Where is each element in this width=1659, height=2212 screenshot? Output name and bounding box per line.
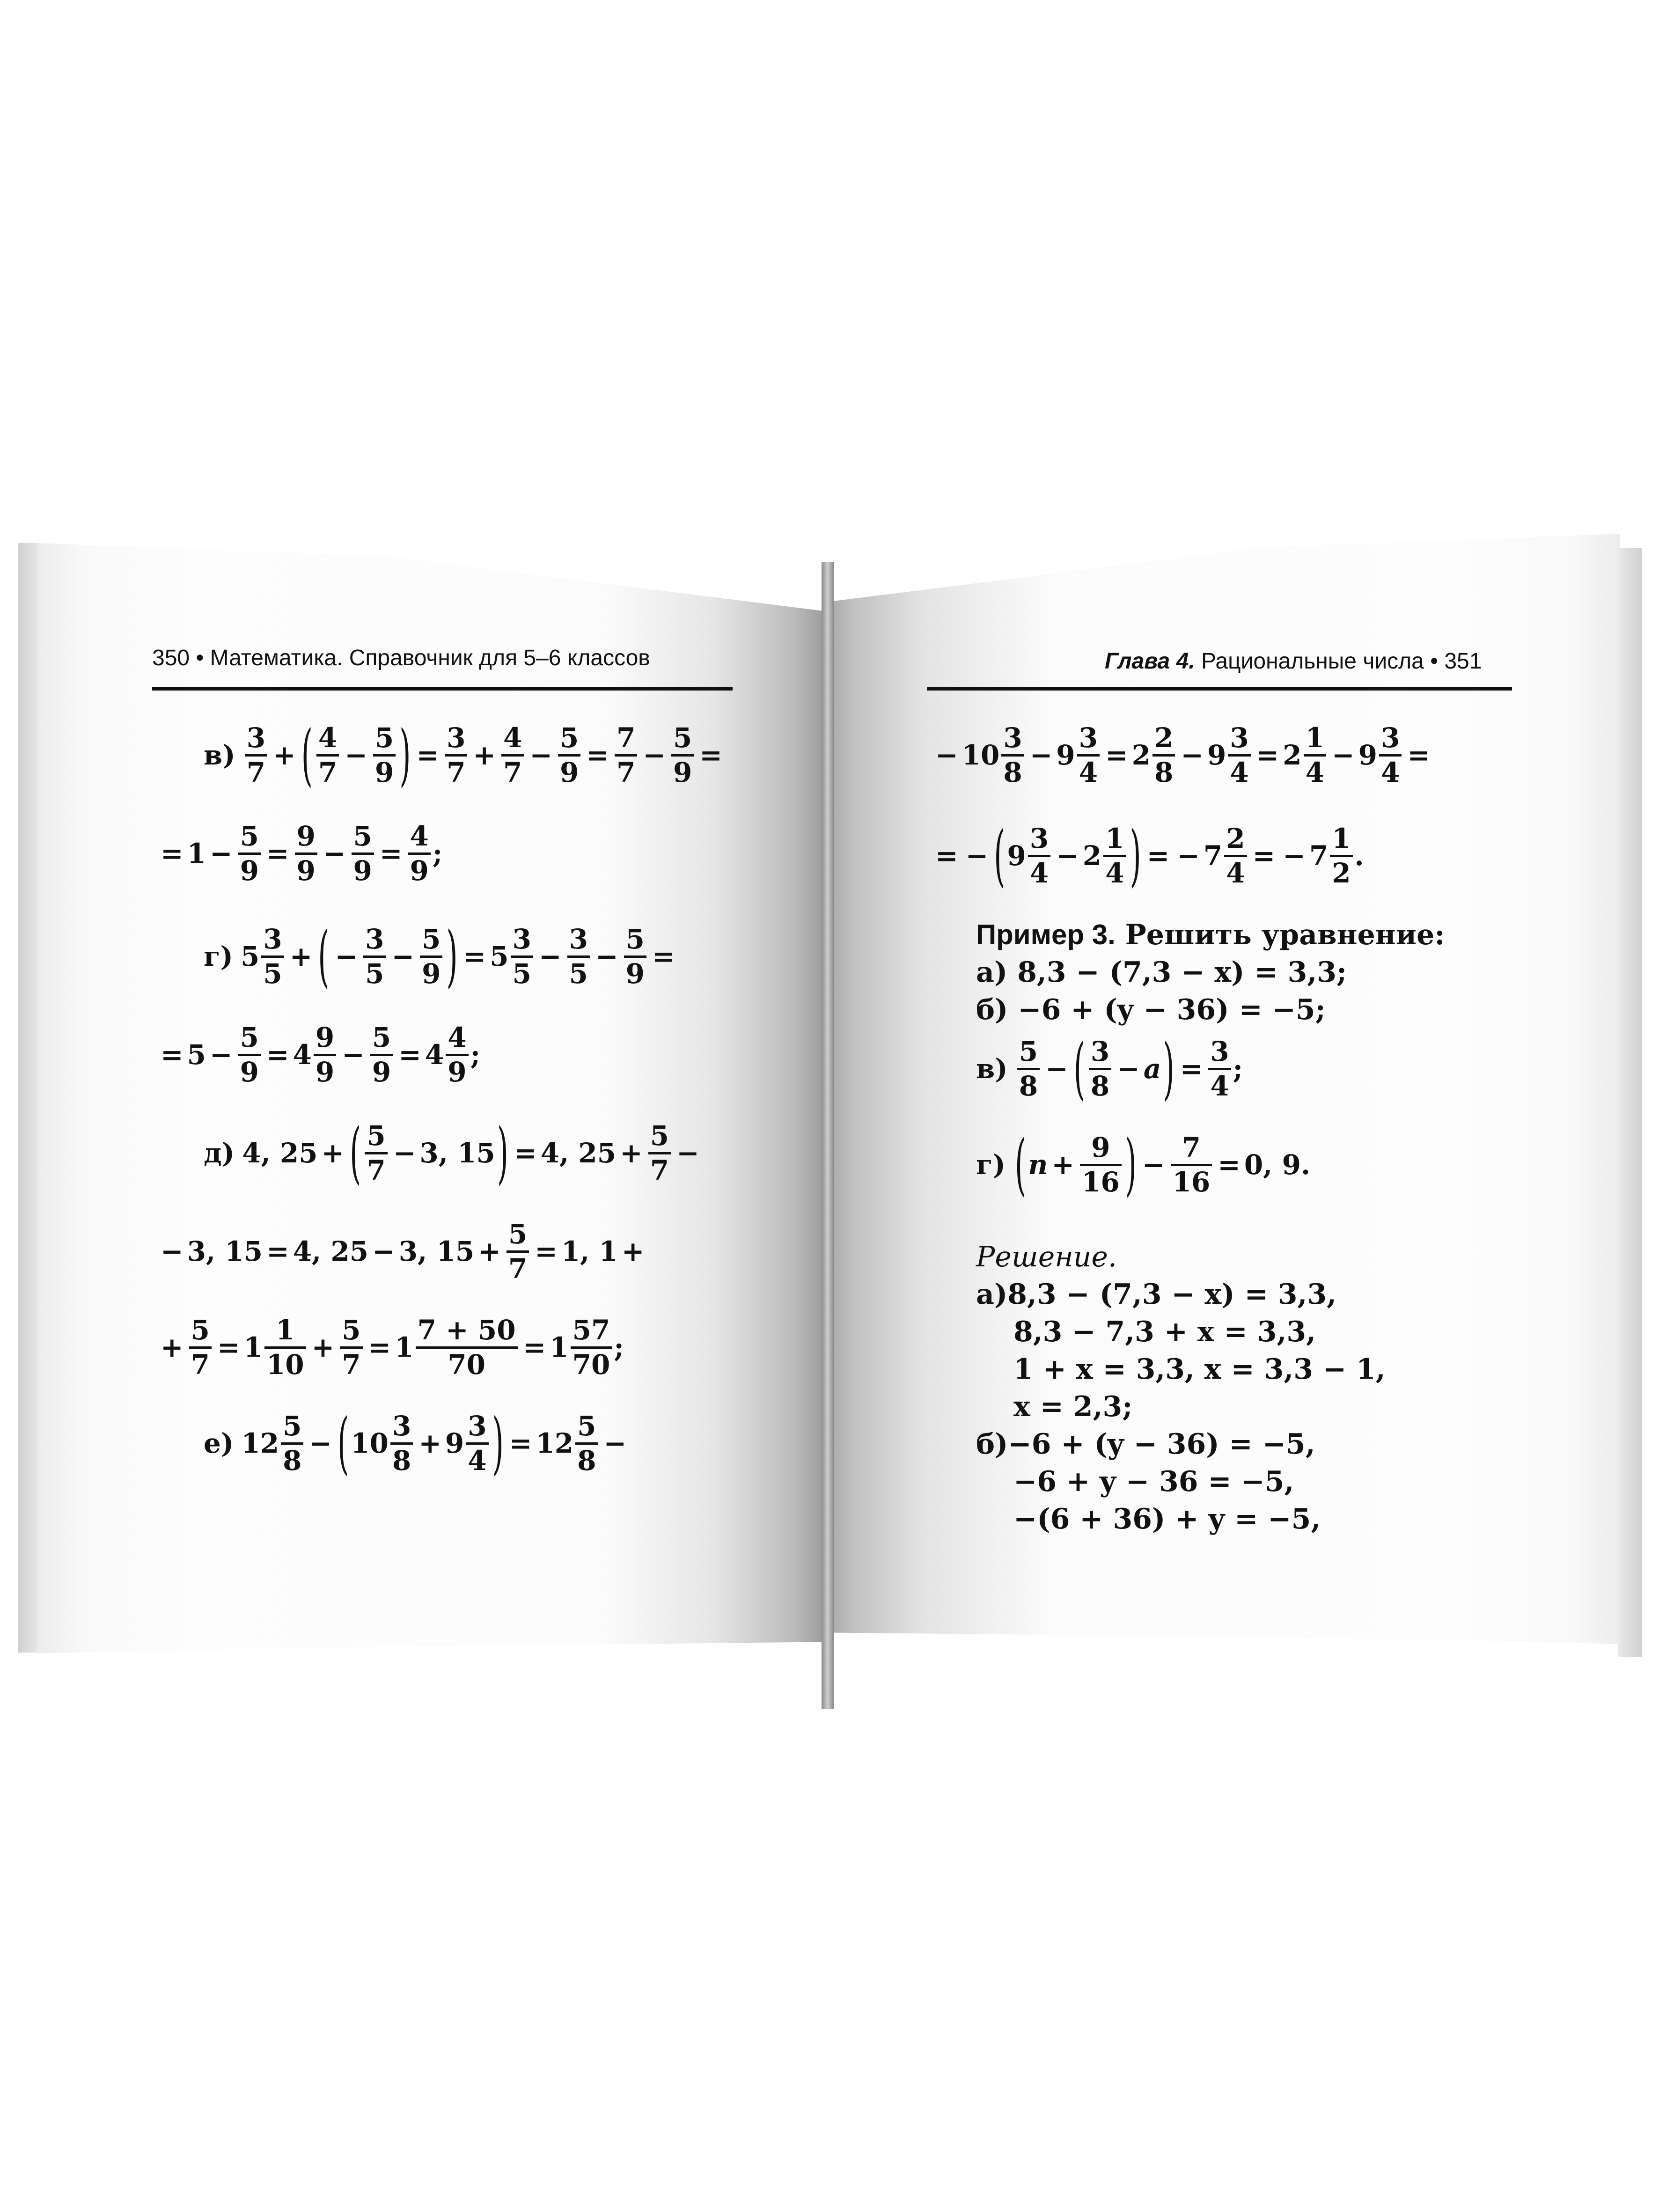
fraction: 5 7	[365, 1121, 387, 1185]
task-v: в) 5 8 − ( 3 8 − a ) = 3 4 ;	[976, 1029, 1243, 1108]
fraction: 3 7	[245, 723, 267, 787]
left-page-header	[152, 645, 650, 671]
formula-g-line2: = 5 − 5 9 = 4 9 9 − 5 9 = 4 4 9 ;	[161, 1021, 480, 1088]
item-label: в)	[204, 739, 235, 772]
bullet-separator: •	[196, 646, 210, 670]
bullet-separator: •	[1430, 649, 1445, 674]
mixed-number: 1 57 70	[550, 1315, 614, 1379]
page-number: 351	[1444, 649, 1482, 674]
mixed-number: 2 2 8	[1132, 723, 1177, 787]
fraction: 4 7	[316, 723, 339, 787]
mixed-number: 2 1 4	[1283, 723, 1328, 787]
left-page	[37, 543, 824, 1676]
item-label: г)	[976, 1149, 1006, 1181]
mixed-number: 5 3 5	[241, 925, 286, 988]
fraction: 9 16	[1080, 1133, 1122, 1197]
formula-v-line2: = 1 − 5 9 = 9 9 − 5 9 = 4 9 ;	[161, 820, 443, 887]
fraction: 5 8	[1017, 1037, 1040, 1101]
chapter-title: Рациональные числа	[1201, 649, 1424, 674]
fraction: 7 16	[1171, 1133, 1212, 1197]
item-label: е)	[204, 1427, 234, 1460]
fraction: 3 5	[567, 925, 590, 988]
fraction: 4 9	[408, 822, 430, 885]
mixed-number: 12 5 8	[241, 1411, 305, 1475]
fraction: 3 4	[1208, 1037, 1231, 1101]
fraction: 3 5	[363, 925, 386, 988]
mixed-number: 9 3 4	[1358, 723, 1404, 787]
book-gutter	[822, 562, 834, 1709]
header-rule	[927, 687, 1512, 691]
fraction: 5 9	[373, 723, 396, 787]
mixed-number: 1 7 + 50 70	[395, 1315, 519, 1379]
mixed-number: 10 3 8	[962, 723, 1026, 787]
mixed-number: 5 3 5	[490, 925, 535, 988]
solution-line: 1 + x = 3,3, x = 3,3 − 1,	[1013, 1353, 1386, 1386]
mixed-number: 4 9 9	[293, 1023, 338, 1087]
mixed-number: 4 4 9	[425, 1023, 470, 1087]
header-rule	[152, 687, 733, 691]
formula-d-line2: − 3, 15 = 4, 25 − 3, 15 + 5 7 = 1, 1 +	[161, 1218, 645, 1285]
item-label: в)	[976, 1053, 1008, 1085]
mixed-number: 9 3 4	[1056, 723, 1101, 787]
chapter-label: Глава 4.	[1105, 649, 1195, 674]
solution-line: 8,3 − 7,3 + x = 3,3,	[1013, 1315, 1316, 1348]
fraction: 5 9	[238, 1023, 261, 1087]
solution-line: б)−6 + (y − 36) = −5,	[976, 1428, 1315, 1461]
fraction: 3 7	[445, 723, 467, 787]
page-number: 350	[152, 646, 190, 670]
fraction: 5 9	[370, 1023, 393, 1087]
mixed-number: 9 3 4	[1007, 824, 1052, 888]
fraction: 5 7	[648, 1121, 671, 1185]
task-b: б) −6 + (y − 36) = −5;	[976, 993, 1326, 1026]
mixed-number: 7 1 2	[1309, 824, 1355, 888]
formula-g-line1: г) 5 3 5 + ( − 3 5 − 5 9 ) = 5 3 5 − 3 5 − 5 9 =	[204, 917, 675, 995]
formula-v-line1: в) 3 7 + ( 4 7 − 5 9 ) = 3 7 + 4 7 − 5 9 = 7 7 − 5 9 =	[204, 715, 722, 794]
fraction: 5 9	[352, 822, 374, 885]
fraction: 9 9	[295, 822, 317, 885]
item-label: г)	[204, 941, 233, 973]
fraction: 5 9	[420, 925, 442, 988]
example-title: Пример 3.	[976, 919, 1116, 950]
item-label: д)	[204, 1137, 235, 1169]
formula-d-line1: д) 4, 25 + ( 5 7 − 3, 15 ) = 4, 25 + 5 7 −	[204, 1113, 699, 1192]
fraction: 5 7	[340, 1315, 362, 1379]
mixed-number: 1 1 10	[244, 1315, 308, 1379]
fraction: 5 9	[671, 723, 694, 787]
left-page-edges	[18, 543, 40, 1653]
mixed-number: 7 2 4	[1204, 824, 1249, 888]
fraction: 4 7	[501, 723, 524, 787]
mixed-number: 9 3 4	[1207, 723, 1253, 787]
book-title: Математика. Справочник для 5–6 классов	[210, 646, 650, 670]
fraction: 5 9	[238, 822, 261, 885]
fraction: 5 7	[507, 1220, 529, 1283]
fraction: 5 9	[624, 925, 646, 988]
example-task: Решить уравнение:	[1125, 919, 1445, 951]
solution-line: −(6 + 36) + y = −5,	[1013, 1503, 1321, 1536]
fraction: 3 8	[1089, 1037, 1111, 1101]
calc-line2: = − ( 9 3 4 − 2 1 4 ) = − 7 2 4 = − 7 1 2 .	[935, 816, 1364, 895]
example-heading	[976, 919, 1445, 951]
solution-title: Решение.	[976, 1241, 1117, 1273]
task-g: г) ( n + 9 16 ) − 7 16 = 0, 9 .	[976, 1125, 1311, 1204]
fraction: 7 7	[615, 723, 637, 787]
solution-line: а)8,3 − (7,3 − x) = 3,3,	[976, 1278, 1337, 1311]
fraction: 5 9	[558, 723, 580, 787]
formula-e-line1: е) 12 5 8 − ( 10 3 8 + 9 3 4 ) = 12 5 8 −	[204, 1404, 627, 1482]
right-page-edges	[1618, 548, 1642, 1657]
fraction: 5 7	[189, 1315, 212, 1379]
mixed-number: 2 1 4	[1083, 824, 1128, 888]
mixed-number: 10 3 8	[351, 1411, 415, 1475]
mixed-number: 9 3 4	[445, 1411, 491, 1475]
task-a: а) 8,3 − (7,3 − x) = 3,3;	[976, 956, 1347, 989]
right-page-header	[1105, 648, 1482, 674]
calc-line1: − 10 3 8 − 9 3 4 = 2 2 8 − 9 3 4 = 2 1 4 − 9 3 4 =	[935, 722, 1430, 788]
mixed-number: 12 5 8	[536, 1411, 600, 1475]
solution-line: x = 2,3;	[1013, 1390, 1133, 1423]
solution-line: −6 + y − 36 = −5,	[1013, 1465, 1294, 1498]
formula-d-line3: + 5 7 = 1 1 10 + 5 7 = 1 7 + 50 70 = 1 57 70 ;	[161, 1314, 624, 1381]
